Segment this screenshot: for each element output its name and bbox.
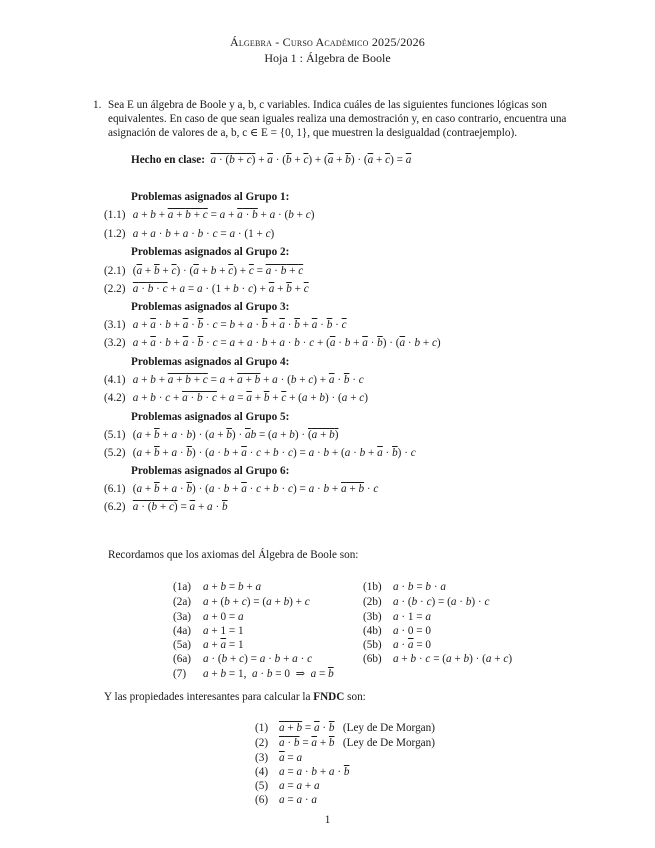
exercise-number: 1. xyxy=(93,99,102,111)
problem-1-1: (1.1) a + b + a + b + c = a + a · b + a · (b + c) xyxy=(104,209,315,221)
group-3-title: Problemas asignados al Grupo 3: xyxy=(131,301,290,313)
problem-3-1: (3.1) $a + \overline{a} \cdot b + \overline{a} \cdot \overline{b} \cdot c = b + a \cdot \overline{b} + \overline{a} \cdot \overline{b} + \overline{a} \cdot \overline{b} \cdot \overline{c}$ xyxy=(104,319,347,331)
axioms-intro: Recordamos que los axiomas del Álgebra de Boole son: xyxy=(108,549,359,561)
exercise-intro-line-1: Sea E un álgebra de Boole y a, b, c variables. Indica cuáles de las siguientes funciones lógicas son xyxy=(108,99,547,111)
exercise-intro-line-3: asignación de valores de a, b, c ∈ E = {0, 1}, que muestren la desigualdad (contraejemplo). xyxy=(108,127,517,139)
problem-4-2: (4.2) $a + b \cdot c + a \cdot b \cdot c + a = \overline{a} + \overline{b} + \overline{c} + (a + b) \cdot (a + c)$ xyxy=(104,392,368,404)
problem-1-2: (1.2) a + a · b + a · b · c = a · (1 + c) xyxy=(104,228,275,240)
axiom-6a: (6a) a · (b + c) = a · b + a · c xyxy=(173,653,313,665)
axiom-5b: (5b) $a \cdot \overline{a} = 0$ xyxy=(363,639,432,651)
property-1: (1) $a + b = \overline{a} \cdot \overline{b}$ (Ley de De Morgan) xyxy=(255,722,435,734)
property-2: (2) $a \cdot b = \overline{a} + \overline{b}$ (Ley de De Morgan) xyxy=(255,737,435,749)
axiom-2b: (2b) a · (b · c) = (a · b) · c xyxy=(363,596,490,608)
problem-5-2: (5.2) $(a + \overline{b} + a \cdot \overline{b}) \cdot (a \cdot b + \overline{a} \cdot c + b \cdot c) = a \cdot b + (a \cdot b + \overline{a} \cdot \overline{b}) \cdot c$ xyxy=(104,447,416,459)
class-example xyxy=(131,153,411,167)
axiom-3a: (3a) a + 0 = a xyxy=(173,611,244,623)
axiom-5a: (5a) $a + \overline{a} = 1$ xyxy=(173,639,244,651)
group-4-title: Problemas asignados al Grupo 4: xyxy=(131,356,290,368)
class-example-label: Hecho en clase: xyxy=(131,154,205,166)
property-6: (6) a = a · a xyxy=(255,794,318,806)
axiom-4b: (4b) a · 0 = 0 xyxy=(363,625,432,637)
problem-6-1: (6.1) $(a + \overline{b} + a \cdot \overline{b}) \cdot (a \cdot b + \overline{a} \cdot c + b \cdot c) = a \cdot b + a + b \cdot c$ xyxy=(104,483,379,495)
sheet-title: Hoja 1 : Álgebra de Boole xyxy=(264,51,391,65)
axiom-6b: (6b) a + b · c = (a + b) · (a + c) xyxy=(363,653,513,665)
problem-2-1: (2.1) $(\overline{a} + \overline{b} + \overline{c}) \cdot (\overline{a} + b + \overline{c}) + \overline{c} = a \cdot b + c$ xyxy=(104,265,304,277)
group-2-title: Problemas asignados al Grupo 2: xyxy=(131,246,290,258)
axiom-7: (7) a + b = 1, a · b = 0 ⇒ $a = \overline{b}$ xyxy=(173,668,334,680)
problem-4-1: (4.1) $a + b + a + b + c = a + a + b + a \cdot (b + c) + \overline{a} \cdot \overline{b} \cdot c$ xyxy=(104,374,364,386)
group-5-title: Problemas asignados al Grupo 5: xyxy=(131,411,290,423)
properties-intro: Y las propiedades interesantes para calcular la FNDC son: xyxy=(104,691,366,703)
axiom-1a: (1a) a + b = b + a xyxy=(173,581,262,593)
course-header: Álgebra - Curso Académico 2025/2026 xyxy=(229,35,425,49)
group-1-title: Problemas asignados al Grupo 1: xyxy=(131,191,290,203)
property-3: (3) a = a xyxy=(255,752,303,764)
axiom-1b: (1b) a · b = b · a xyxy=(363,581,446,593)
problem-6-2: (6.2) $a \cdot (b + c) = \overline{a} + a \cdot \overline{b}$ xyxy=(104,501,228,513)
page-number: 1 xyxy=(324,814,331,826)
exercise-intro-line-2: equivalentes. En caso de que sean iguales realiza una demostración y, en caso contrario, encuentra una xyxy=(108,113,567,125)
axiom-4a: (4a) a + 1 = 1 xyxy=(173,625,244,637)
property-4: (4) $a = a \cdot b + a \cdot \overline{b}$ xyxy=(255,766,350,778)
axiom-3b: (3b) a · 1 = a xyxy=(363,611,432,623)
problem-2-2: (2.2) $a \cdot b \cdot c + a = a \cdot (1 + b \cdot c) + \overline{a} + \overline{b} + \overline{c}$ xyxy=(104,283,309,295)
axiom-2a: (2a) a + (b + c) = (a + b) + c xyxy=(173,596,310,608)
problem-5-1: (5.1) $(a + \overline{b} + a \cdot b) \cdot (a + \overline{b}) \cdot \overline{a}b = (a + b) \cdot (a + b)$ xyxy=(104,429,339,441)
class-example-formula: $a \cdot (b + c) + \overline{a} \cdot (\overline{b} + \overline{c}) + (\overline{a} + \overline{b}) \cdot (\overline{a} + \overline{c}) = \overline{a}$ xyxy=(210,154,412,166)
property-5: (5) a = a + a xyxy=(255,780,320,792)
problem-3-2: (3.2) $a + \overline{a} \cdot b + \overline{a} \cdot \overline{b} \cdot c = a + a \cdot b + a \cdot b \cdot c + (\overline{a} \cdot b + \overline{a} \cdot \overline{b}) \cdot (\overline{a} \cdot b + c)$ xyxy=(104,337,441,349)
group-6-title: Problemas asignados al Grupo 6: xyxy=(131,465,290,477)
